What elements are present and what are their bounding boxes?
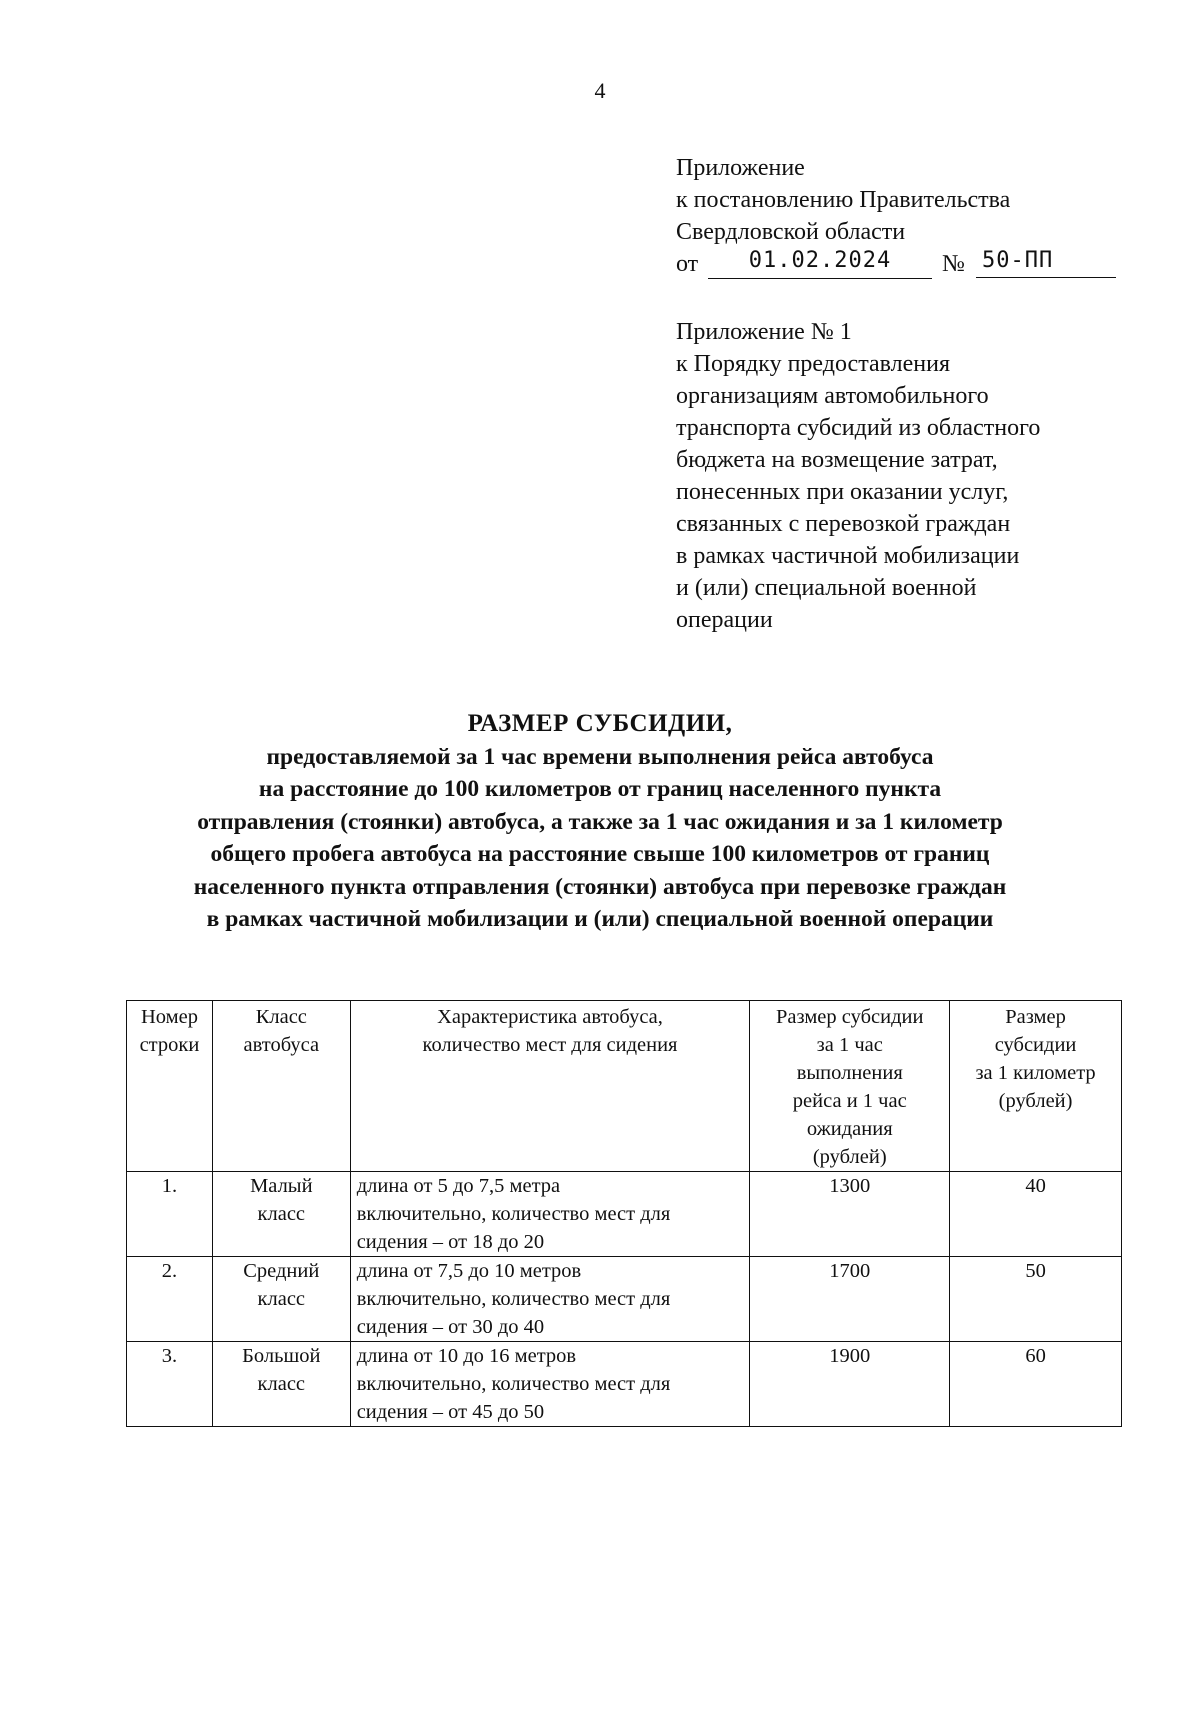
bus-class-cell: Большой класс: [212, 1342, 350, 1427]
appendix-sub-line: организациям автомобильного: [676, 383, 989, 409]
title-line: общего пробега автобуса на расстояние свыше 100 километров от границ: [210, 841, 990, 867]
table-row: [127, 1172, 1122, 1257]
appendix-main-line: к постановлению Правительства: [676, 187, 1011, 213]
title-line: населенного пункта отправления (стоянки) автобуса при перевозке граждан: [193, 873, 1007, 900]
document-title: [100, 708, 1100, 936]
date-prefix: от: [676, 251, 699, 277]
subsidy-per-hour-cell: 1900: [750, 1342, 950, 1427]
appendix-sub-line: к Порядку предоставления: [676, 351, 951, 377]
table-row: [127, 1257, 1122, 1342]
header-row-number: Номер строки: [127, 1001, 213, 1172]
characteristics-cell: длина от 10 до 16 метров включительно, количество мест для сидения – от 45 до 50: [350, 1342, 750, 1427]
appendix-sub-block: [676, 316, 1136, 636]
row-number-cell: 2.: [127, 1257, 213, 1342]
appendix-sub-line: и (или) специальной военной: [676, 575, 977, 601]
subsidy-per-km-cell: 60: [950, 1342, 1122, 1427]
appendix-main-line: Приложение: [676, 155, 805, 181]
appendix-sub-line: транспорта субсидий из областного: [676, 415, 1041, 441]
characteristics-cell: длина от 5 до 7,5 метра включительно, количество мест для сидения – от 18 до 20: [350, 1172, 750, 1257]
appendix-main-line: Свердловской области: [676, 219, 906, 245]
header-subsidy-per-km: Размер субсидии за 1 километр (рублей): [950, 1001, 1122, 1172]
characteristics-cell: длина от 7,5 до 10 метров включительно, количество мест для сидения – от 30 до 40: [350, 1257, 750, 1342]
header-characteristics: Характеристика автобуса, количество мест для сидения: [350, 1001, 750, 1172]
row-number-cell: 1.: [127, 1172, 213, 1257]
subsidy-per-hour-cell: 1300: [750, 1172, 950, 1257]
row-number-cell: 3.: [127, 1342, 213, 1427]
bus-class-cell: Средний класс: [212, 1257, 350, 1342]
title-line: в рамках частичной мобилизации и (или) специальной военной операции: [206, 906, 994, 932]
title-line: на расстояние до 100 километров от границ населенного пункта: [258, 776, 942, 802]
header-subsidy-per-hour: Размер субсидии за 1 час выполнения рейса и 1 час ожидания (рублей): [750, 1001, 950, 1172]
title-line: предоставляемой за 1 час времени выполнения рейса автобуса: [266, 743, 934, 770]
decree-date: 01.02.2024: [708, 248, 932, 279]
subsidy-table: [126, 1000, 1122, 1427]
decree-date-number-line: [676, 248, 1136, 282]
appendix-sub-line: операции: [676, 607, 773, 633]
appendix-sub-line: Приложение № 1: [676, 319, 852, 345]
appendix-main-block: [676, 152, 1136, 282]
header-bus-class: Класс автобуса: [212, 1001, 350, 1172]
number-prefix: №: [942, 251, 965, 277]
appendix-sub-line: связанных с перевозкой граждан: [676, 511, 1011, 537]
appendix-sub-line: в рамках частичной мобилизации: [676, 543, 1020, 569]
subsidy-per-hour-cell: 1700: [750, 1257, 950, 1342]
appendix-sub-line: понесенных при оказании услуг,: [676, 479, 1009, 505]
subsidy-per-km-cell: 40: [950, 1172, 1122, 1257]
subsidy-per-km-cell: 50: [950, 1257, 1122, 1342]
appendix-sub-line: бюджета на возмещение затрат,: [676, 447, 998, 473]
decree-number: 50-ПП: [976, 248, 1116, 278]
page-number: 4: [594, 78, 606, 103]
title-line: отправления (стоянки) автобуса, а также за 1 час ожидания и за 1 километр: [197, 808, 1003, 835]
title-heading: РАЗМЕР СУБСИДИИ,: [467, 710, 733, 737]
table-header-row: [127, 1001, 1122, 1172]
table-row: [127, 1342, 1122, 1427]
bus-class-cell: Малый класс: [212, 1172, 350, 1257]
